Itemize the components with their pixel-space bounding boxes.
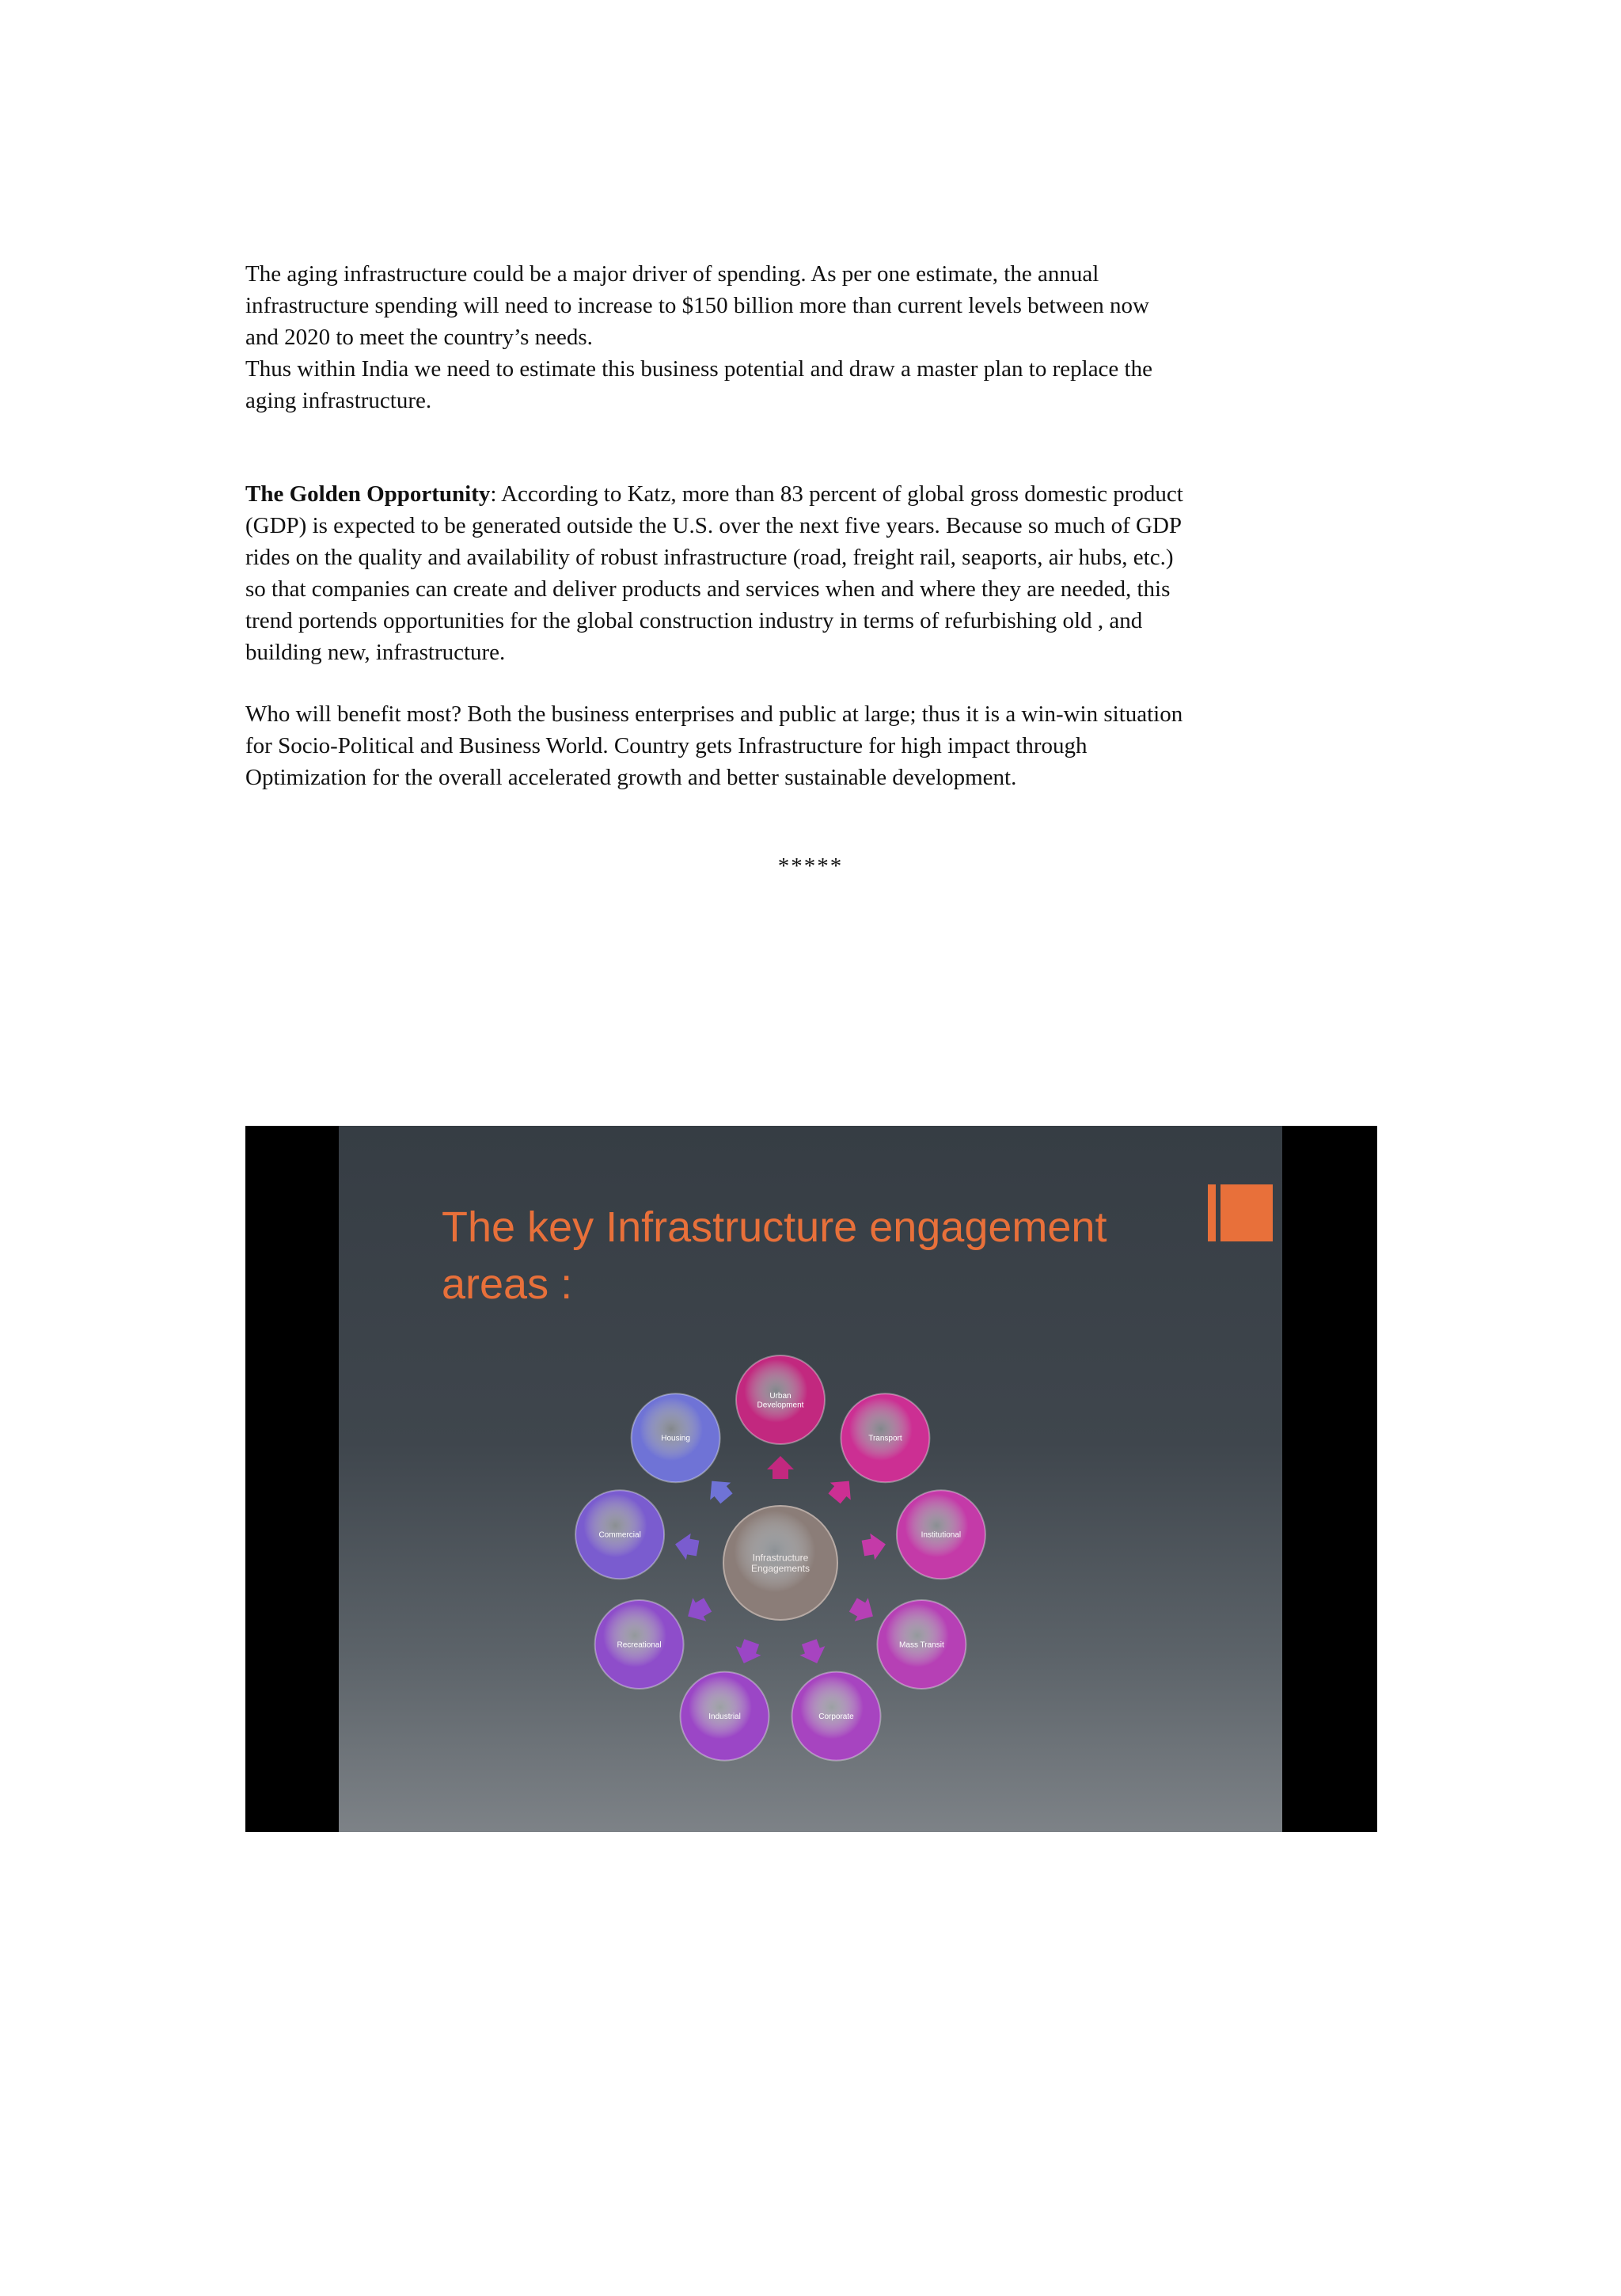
- node-label: Institutional: [921, 1530, 962, 1540]
- text-line: infrastructure spending will need to increase to $150 billion more than current levels between now: [245, 293, 1149, 318]
- arrow-icon: [860, 1531, 887, 1562]
- arrow-icon: [824, 1473, 860, 1507]
- engagement-node: [897, 1490, 985, 1579]
- text-segment: : According to Katz, more than 83 percent of global gross domestic product: [490, 481, 1183, 507]
- engagement-node: [575, 1490, 664, 1579]
- text-line: Optimization for the overall accelerated growth and better sustainable development.: [245, 765, 1017, 790]
- text-line: The aging infrastructure could be a major driver of spending. As per one estimate, the annual: [245, 261, 1099, 287]
- node-label: Housing: [661, 1434, 690, 1443]
- node-label: Industrial: [708, 1712, 741, 1722]
- slide-title-line: areas :: [442, 1260, 573, 1308]
- paragraph-lead-heading: The Golden Opportunity: [245, 481, 491, 507]
- node-label: Corporate: [818, 1712, 854, 1722]
- node-label: Recreational: [617, 1640, 662, 1650]
- text-line: rides on the quality and availability of robust infrastructure (road, freight rail, seaports, air hubs, etc.): [245, 545, 1174, 570]
- node-label: Infrastructure Engagements: [750, 1552, 810, 1575]
- arrow-icon: [701, 1473, 737, 1507]
- engagement-node: [736, 1355, 825, 1444]
- arrow-icon: [673, 1531, 700, 1562]
- node-label: Commercial: [598, 1530, 641, 1540]
- text-line: Thus within India we need to estimate this business potential and draw a master plan to replace the: [245, 356, 1152, 382]
- text-line: trend portends opportunities for the global construction industry in terms of refurbishing old , and: [245, 608, 1143, 633]
- paragraph-who-benefits: [245, 698, 1385, 793]
- arrow-icon: [731, 1637, 765, 1668]
- engagement-node: [632, 1393, 720, 1482]
- node-label: Transport: [868, 1434, 902, 1443]
- engagement-node: [595, 1600, 684, 1689]
- arrow-icon: [846, 1593, 879, 1628]
- text-line: for Socio-Political and Business World. Country gets Infrastructure for high impact through: [245, 733, 1088, 758]
- arrow-icon: [681, 1593, 715, 1628]
- arrow-icon: [796, 1637, 829, 1668]
- text-line: and 2020 to meet the country’s needs.: [245, 325, 593, 350]
- node-label: Mass Transit: [899, 1640, 944, 1650]
- text-line: [245, 478, 1385, 510]
- section-separator: *****: [777, 853, 844, 879]
- engagement-node: [681, 1672, 769, 1761]
- engagement-node: [877, 1600, 966, 1689]
- slide-title-line: The key Infrastructure engagement: [442, 1203, 1107, 1251]
- arrow-icon: [767, 1456, 794, 1479]
- text-line: aging infrastructure.: [245, 388, 432, 413]
- paragraph-golden-opportunity: [245, 478, 1385, 668]
- text-line: so that companies can create and deliver products and services when and where they are needed, this: [245, 576, 1171, 602]
- engagement-diagram: [339, 1126, 1282, 1832]
- text-line: Who will benefit most? Both the business enterprises and public at large; thus it is a win-win situation: [245, 701, 1183, 727]
- node-label: Urban Development: [757, 1391, 804, 1410]
- slide-image: [245, 1126, 1377, 1832]
- engagement-node: [841, 1393, 929, 1482]
- paragraph-aging-infrastructure: [245, 258, 1385, 416]
- slide-content: [339, 1126, 1282, 1832]
- text-line: building new, infrastructure.: [245, 640, 506, 665]
- center-node: [723, 1506, 837, 1620]
- text-line: (GDP) is expected to be generated outside the U.S. over the next five years. Because so much of GDP: [245, 513, 1183, 538]
- engagement-node: [792, 1672, 881, 1761]
